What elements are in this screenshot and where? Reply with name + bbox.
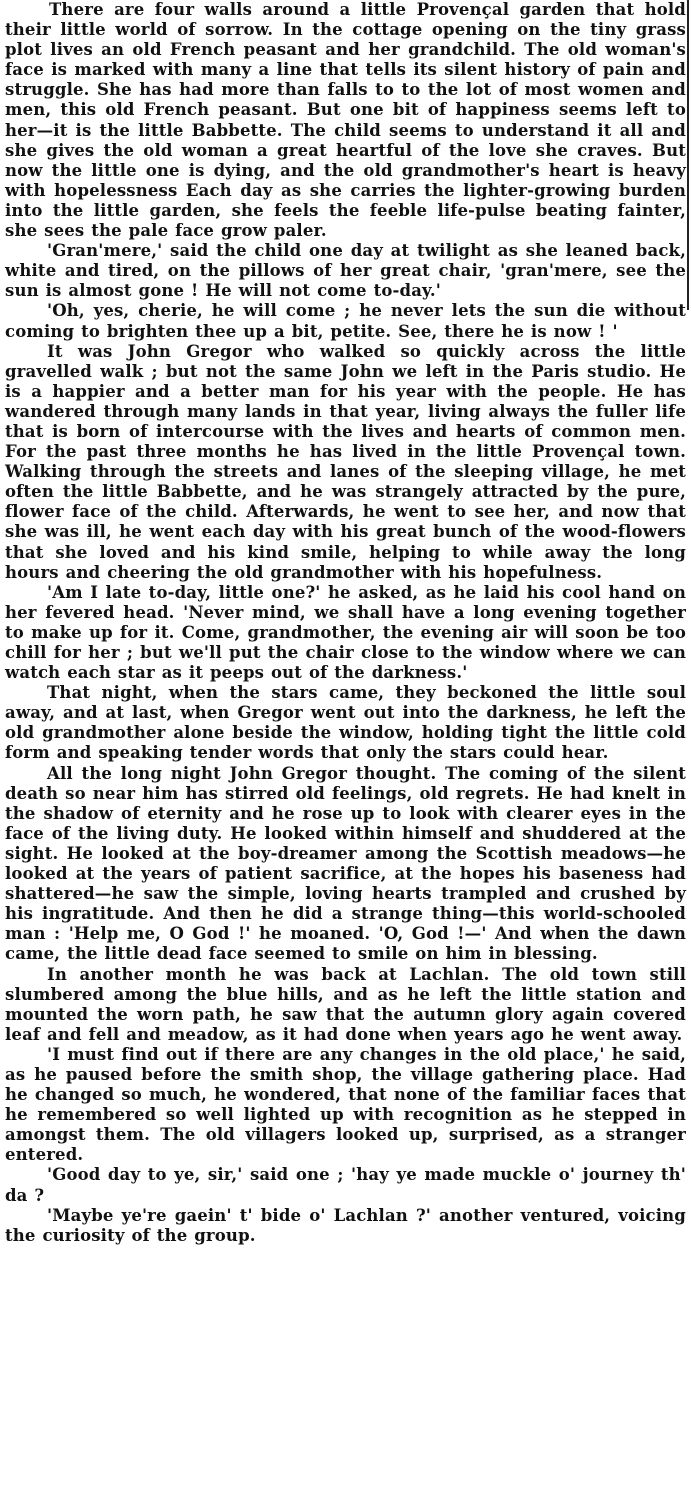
paragraph: It was John Gregor who walked so quickly across the little gravelled walk ; but not the same John we left in the Paris studio. He is a happier and a better man for his year with the people. He has wandered through many lands in that year, living always the fuller life that is born of intercourse with the lives and hearts of common men. For the past three months he has lived in the little Provençal town. Walking through the streets and lanes of the sleeping village, he met often the little Babbette, and he was strangely attracted by the pure, flower face of the child. Afterwards, he went to see her, and now that she was ill, he went each day with his great bunch of the wood-flowers that she loved and his kind smile, helping to while away the long hours and cheering the old grandmother with his hopefulness.	[5, 341, 686, 582]
paragraph: 'Oh, yes, cherie, he will come ; he never lets the sun die without coming to brighten thee up a bit, petite. See, there he is now ! '	[5, 301, 686, 341]
paragraph: All the long night John Gregor thought. The coming of the silent death so near him has stirred old feelings, old regrets. He had knelt in the shadow of eternity and he rose up to look with clearer eyes in the face of the living duty. He looked within himself and shuddered at the sight. He looked at the boy-dreamer among the Scottish meadows—he looked at the years of patient sacrifice, at the hopes his baseness had shattered—he saw the simple, loving hearts trampled and crushed by his ingratitude. And then he did a strange thing—this world-schooled man : 'Help me, O God !' he moaned. 'O, God !—' And when the dawn came, the little dead face seemed to smile on him in blessing.	[5, 763, 686, 964]
paragraph: 'Gran'mere,' said the child one day at twilight as she leaned back, white and tired, on the pillows of her great chair, 'gran'mere, see the sun is almost gone ! He will not come to-day.'	[5, 241, 686, 301]
paragraph: 'Good day to ye, sir,' said one ; 'hay ye made muckle o' journey th' da ?	[5, 1165, 686, 1205]
paragraph: In another month he was back at Lachlan. The old town still slumbered among the blue hills, and as he left the little station and mounted the worn path, he saw that the autumn glory again covered leaf and fell and meadow, as it had done when years ago he went away.	[5, 964, 686, 1044]
paragraph: That night, when the stars came, they beckoned the little soul away, and at last, when Gregor went out into the darkness, he left the old grandmother alone beside the window, holding tight the little cold form and speaking tender words that only the stars could hear.	[5, 683, 686, 763]
paragraph: 'I must find out if there are any changes in the old place,' he said, as he paused before the smith shop, the village gathering place. Had he changed so much, he wondered, that none of the familiar faces that he remembered so well lighted up with recognition as he stepped in amongst them. The old villagers looked up, surprised, as a stranger entered.	[5, 1044, 686, 1165]
paragraph: 'Am I late to-day, little one?' he asked, as he laid his cool hand on her fevered head. 'Never mind, we shall have a long evening together to make up for it. Come, grandmother, the evening air will soon be too chill for her ; but we'll put the chair close to the window where we can watch each star as it peeps out of the darkness.'	[5, 582, 686, 683]
paragraph: There are four walls around a little Provençal garden that hold their little world of sorrow. In the cottage opening on the tiny grass plot lives an old French peasant and her grandchild. The old woman's face is marked with many a line that tells its silent history of pain and struggle. She has had more than falls to to the lot of most women and men, this old French peasant. But one bit of happiness seems left to her—it is the little Babbette. The child seems to understand it all and she gives the old woman a great heartful of the love she craves. But now the little one is dying, and the old grandmother's heart is heavy with hopelessness Each day as she carries the lighter-growing burden into the little garden, she feels the feeble life-pulse beating fainter, she sees the pale face grow paler.	[5, 0, 686, 241]
paragraph: 'Maybe ye're gaein' t' bide o' Lachlan ?' another ventured, voicing the curiosity of the group.	[5, 1205, 686, 1245]
column-rule	[687, 0, 689, 310]
